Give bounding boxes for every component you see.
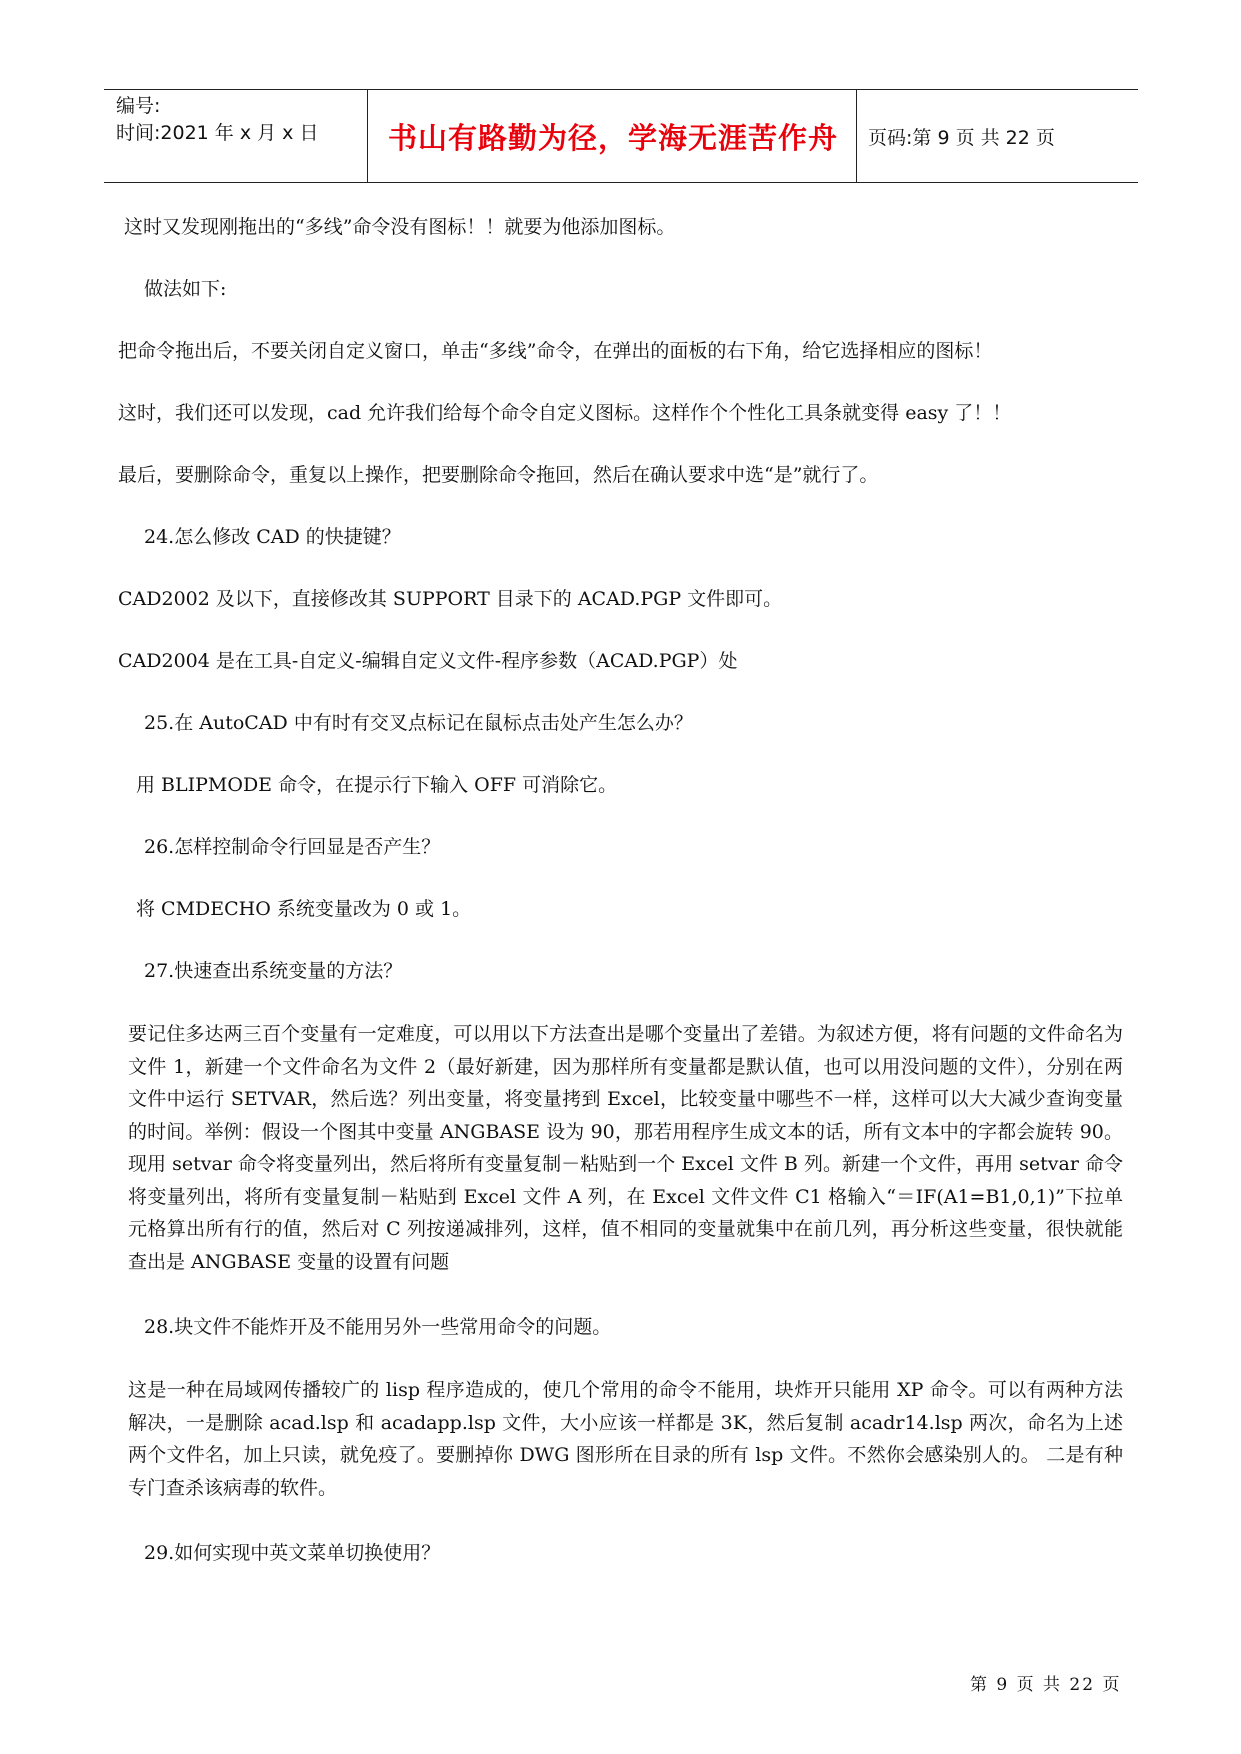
paragraph: CAD2004 是在工具-自定义-编辑自定义文件-程序参数（ACAD.PGP）处 xyxy=(118,650,738,672)
page-header xyxy=(104,89,1138,184)
header-divider-left xyxy=(367,89,368,183)
question-heading: 26.怎样控制命令行回显是否产生？ xyxy=(144,836,441,858)
question-heading: 24.怎么修改 CAD 的快捷键？ xyxy=(144,526,401,548)
header-info xyxy=(116,93,361,147)
page-footer: 第 9 页 共 22 页 xyxy=(970,1675,1122,1695)
paragraph: 这是一种在局域网传播较广的 lisp 程序造成的，使几个常用的命令不能用，块炸开只能用 XP 命令。可以有两种方法解决，一是删除 acad.lsp 和 acadapp.lsp 文件，大小应该一样都是 3K，然后复制 acadr14.lsp 两次，命名为上述两个文件名，加上只读，就免疫了。要删掉你 DWG 图形所在目录的所有 lsp 文件。不然你会感染别人的。 二是有种专门查杀该病毒的软件。 xyxy=(128,1379,1123,1499)
number-label: 编号: xyxy=(116,95,161,117)
document-body xyxy=(118,212,1123,1600)
paragraph: 用 BLIPMODE 命令，在提示行下输入 OFF 可消除它。 xyxy=(136,774,618,796)
paragraph: 最后，要删除命令，重复以上操作，把要删除命令拖回，然后在确认要求中选“是”就行了。 xyxy=(118,464,879,486)
question-heading: 28.块文件不能炸开及不能用另外一些常用命令的问题。 xyxy=(144,1316,612,1338)
paragraph: 这时又发现刚拖出的“多线”命令没有图标！！就要为他添加图标。 xyxy=(124,216,676,238)
paragraph: 要记住多达两三百个变量有一定难度，可以用以下方法查出是哪个变量出了差错。为叙述方便，将有问题的文件命名为文件 1，新建一个文件命名为文件 2（最好新建，因为那样所有变量都是默认值，也可以用没问题的文件），分别在两文件中运行 SETVAR，然后选？列出变量，将变量拷到 Excel，比较变量中哪些不一样，这样可以大大减少查询变量的时间。举例：假设一个图其中变量 ANGBASE 设为 90，那若用程序生成文本的话，所有文本中的字都会旋转 90。现用 setvar 命令将变量列出，然后将所有变量复制－粘贴到一个 Excel 文件 B 列。新建一个文件，再用 setvar 命令将变量列出，将所有变量复制－粘贴到 Excel 文件 A 列，在 Excel 文件文件 C1 格输入“＝IF(A1=B1,0,1)”下拉单元格算出所有行的值，然后对 C 列按递减排列，这样，值不相同的变量就集中在前几列，再分析这些变量，很快就能查出是 ANGBASE 变量的设置有问题 xyxy=(128,1023,1123,1273)
paragraph: 把命令拖出后，不要关闭自定义窗口，单击“多线”命令，在弹出的面板的右下角，给它选择相应的图标！ xyxy=(118,340,993,362)
question-heading: 29.如何实现中英文菜单切换使用？ xyxy=(144,1542,441,1564)
header-motto: 书山有路勤为径，学海无涯苦作舟 xyxy=(387,120,838,155)
paragraph: 做法如下: xyxy=(144,278,227,300)
header-divider-right xyxy=(856,89,857,183)
paragraph: CAD2002 及以下，直接修改其 SUPPORT 目录下的 ACAD.PGP 文件即可。 xyxy=(118,588,783,610)
question-heading: 27.快速查出系统变量的方法？ xyxy=(144,960,403,982)
header-page-label: 页码:第 9 页 共 22 页 xyxy=(868,126,1055,149)
paragraph: 这时，我们还可以发现，cad 允许我们给每个命令自定义图标。这样作个个性化工具条就变得 easy 了！！ xyxy=(118,402,1012,424)
paragraph: 将 CMDECHO 系统变量改为 0 或 1。 xyxy=(136,898,472,920)
question-heading: 25.在 AutoCAD 中有时有交叉点标记在鼠标点击处产生怎么办？ xyxy=(144,712,693,734)
time-label: 时间:2021 年 x 月 x 日 xyxy=(116,122,319,144)
